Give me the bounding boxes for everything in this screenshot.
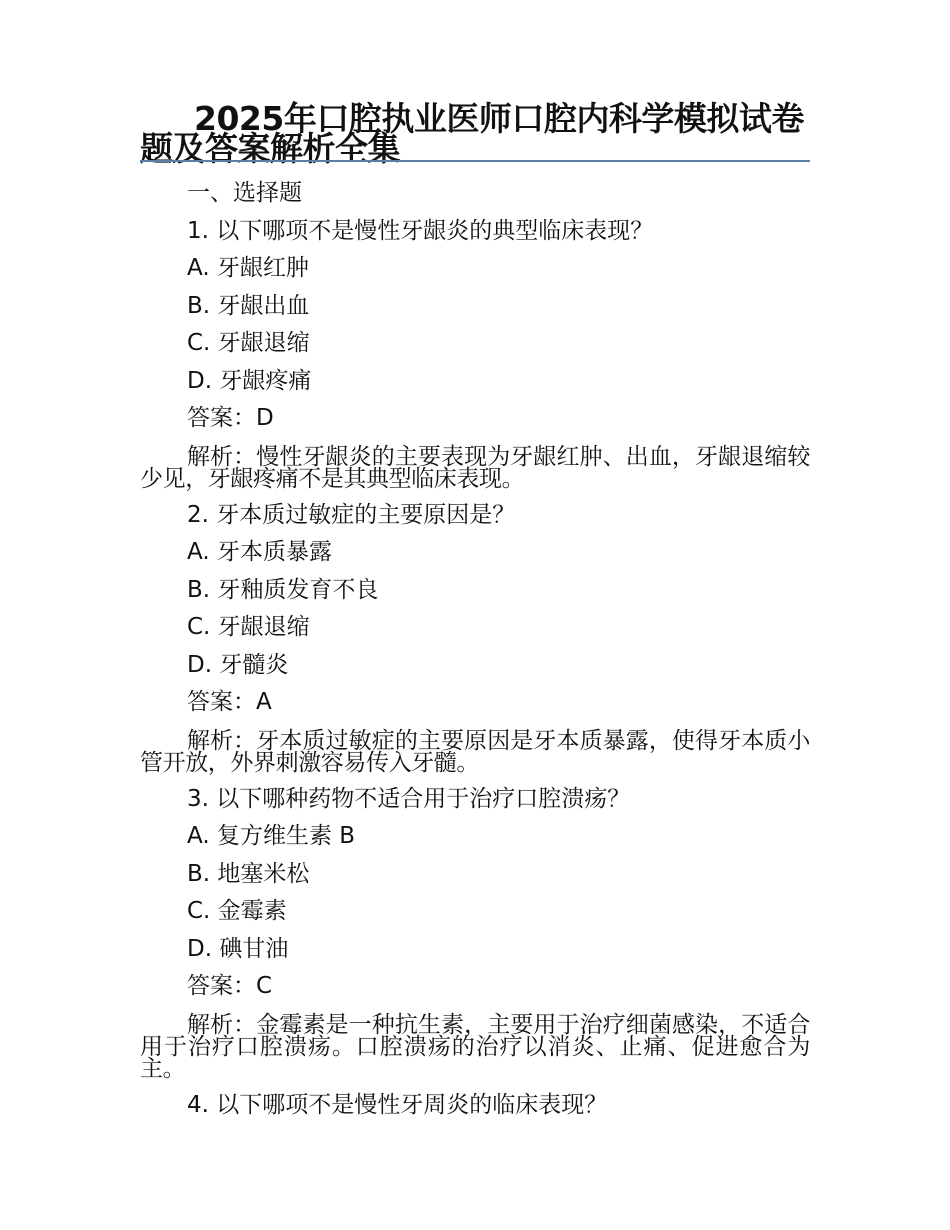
document-body: [140, 175, 810, 1124]
title-divider: [140, 160, 810, 162]
option-a: A. 复方维生素 B: [187, 823, 356, 849]
explanation-text: 解析：金霉素是一种抗生素，主要用于治疗细菌感染，不适合用于治疗口腔溃疡。口腔溃疡的治疗以消炎、止痛、促进愈合为主。: [140, 1011, 810, 1082]
explanation-text: 解析：牙本质过敏症的主要原因是牙本质暴露，使得牙本质小管开放，外界刺激容易传入牙髓。: [140, 727, 810, 776]
question-block: [140, 1087, 810, 1125]
explanation-text: 解析：慢性牙龈炎的主要表现为牙龈红肿、出血，牙龈退缩较少见，牙龈疼痛不是其典型临床表现。: [140, 443, 810, 492]
option-d: D. 牙龈疼痛: [187, 367, 312, 394]
option-a: A. 牙本质暴露: [187, 539, 332, 565]
option-b: B. 牙釉质发育不良: [187, 576, 379, 603]
option-c: C. 牙龈退缩: [187, 330, 310, 356]
document-title: 2025年口腔执业医师口腔内科学模拟试卷题及答案解析全集: [140, 99, 804, 168]
option-d: D. 碘甘油: [187, 935, 289, 962]
question-block: [140, 497, 810, 781]
question-text: 2. 牙本质过敏症的主要原因是？: [187, 501, 516, 528]
question-text: 4. 以下哪项不是慢性牙周炎的临床表现？: [187, 1091, 608, 1118]
answer-text: 答案：C: [187, 973, 273, 999]
option-a: A. 牙龈红肿: [187, 255, 309, 281]
question-block: [140, 781, 810, 1087]
option-b: B. 地塞米松: [187, 860, 310, 887]
question-block: [140, 213, 810, 497]
option-c: C. 牙龈退缩: [187, 614, 310, 640]
question-text: 3. 以下哪种药物不适合用于治疗口腔溃疡？: [187, 785, 631, 812]
option-d: D. 牙髓炎: [187, 651, 289, 678]
option-b: B. 牙龈出血: [187, 292, 310, 319]
answer-text: 答案：A: [187, 689, 272, 715]
option-c: C. 金霉素: [187, 898, 287, 924]
question-text: 1. 以下哪项不是慢性牙龈炎的典型临床表现？: [187, 217, 654, 244]
answer-text: 答案：D: [187, 405, 274, 431]
section-heading: 一、选择题: [187, 180, 302, 206]
